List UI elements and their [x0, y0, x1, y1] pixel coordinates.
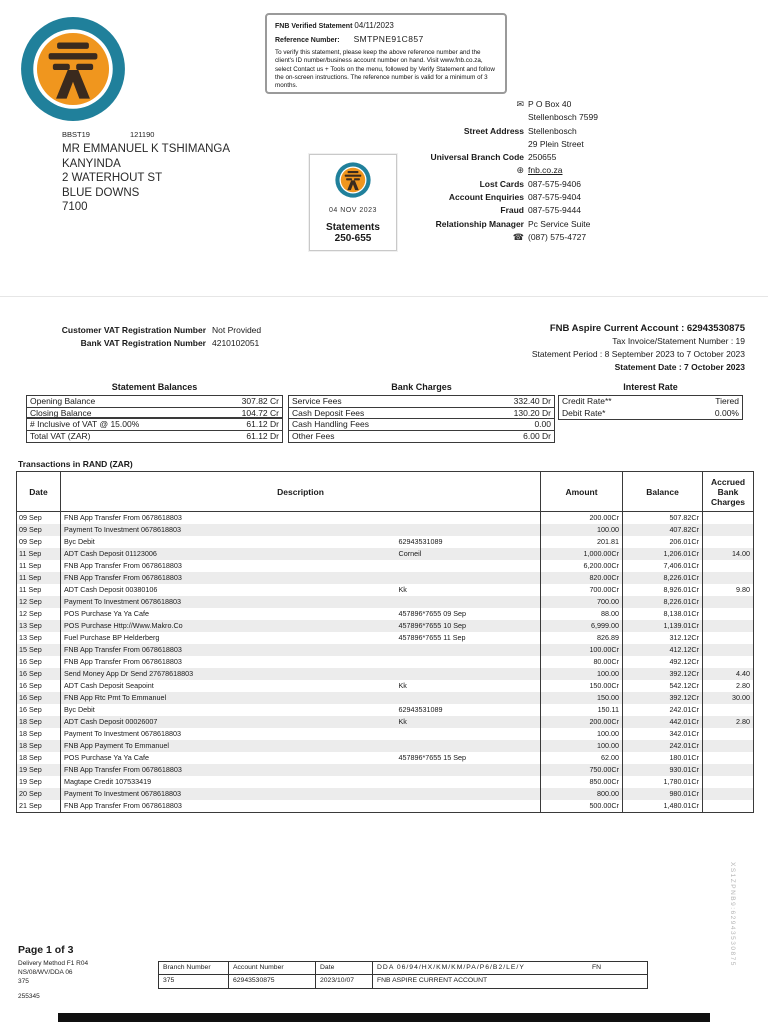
page-number: Page 1 of 3	[18, 944, 74, 956]
globe-icon	[516, 165, 524, 175]
tx-description: Send Money App Dr Send 27678618803	[64, 669, 194, 678]
tx-accrued-charges	[703, 644, 754, 656]
delivery-method: Delivery Method F1 R04	[18, 960, 89, 967]
account-enquiries-label: Account Enquiries	[448, 192, 524, 203]
table-row	[17, 656, 754, 668]
tx-amount: 750.00Cr	[541, 764, 623, 776]
tx-detail: 62943531089	[396, 704, 541, 716]
transactions-title: Transactions in RAND (ZAR)	[18, 459, 133, 469]
tx-description: FNB App Transfer From 0678618803	[64, 513, 182, 522]
table-row	[17, 716, 754, 728]
fraud-label: Fraud	[500, 205, 524, 216]
tx-accrued-charges: 14.00	[732, 549, 751, 558]
tx-balance: 1,780.01Cr	[623, 776, 703, 788]
tx-detail	[396, 668, 541, 680]
tx-amount: 700.00Cr	[541, 584, 623, 596]
tx-description: FNB App Transfer From 0678618803	[64, 573, 182, 582]
tx-amount: 200.00Cr	[541, 512, 623, 525]
tx-date: 19 Sep	[17, 776, 61, 788]
tx-amount: 100.00	[541, 740, 623, 752]
footer-date: 2023/10/07	[316, 975, 373, 988]
tx-date: 09 Sep	[17, 536, 61, 548]
delivery-method-block	[18, 959, 88, 986]
vat-inclusive-value: 61.12 Dr	[246, 419, 279, 429]
tx-detail: 457896*7655 09 Sep	[396, 608, 541, 620]
tx-amount: 62.00	[541, 752, 623, 764]
section-divider	[0, 296, 768, 297]
tx-balance: 492.12Cr	[623, 656, 703, 668]
total-vat-value: 61.12 Dr	[246, 430, 279, 441]
account-enquiries-row	[408, 191, 748, 204]
tx-balance: 242.01Cr	[623, 704, 703, 716]
tx-accrued-charges	[703, 740, 754, 752]
transactions-header-row	[17, 472, 754, 512]
tx-description: ADT Cash Deposit 00026007	[64, 717, 158, 726]
tx-date: 16 Sep	[17, 668, 61, 680]
tx-amount: 100.00	[541, 524, 623, 536]
col-accrued-bank-charges: Accrued Bank Charges	[703, 472, 754, 512]
bank-charges-table	[288, 395, 555, 443]
stamp-statements-label: Statements	[326, 222, 380, 233]
tx-detail: Kk	[396, 584, 541, 596]
tx-description: FNB App Transfer From 0678618803	[64, 657, 182, 666]
tx-detail	[396, 572, 541, 584]
fraud-row	[408, 204, 748, 217]
tx-description: Magtape Credit 107533419	[64, 777, 152, 786]
tx-accrued-charges: 9.80	[736, 585, 751, 594]
tx-detail: 62943531089	[396, 536, 541, 548]
tx-balance: 542.12Cr	[623, 680, 703, 692]
phone-number: (087) 575-4727	[528, 231, 587, 242]
table-row	[17, 764, 754, 776]
tx-date: 11 Sep	[17, 548, 61, 560]
po-box-value: P O Box 40	[528, 99, 572, 109]
tx-date: 18 Sep	[17, 716, 61, 728]
tx-amount: 201.81	[541, 536, 623, 548]
mail-code-right: 121190	[129, 130, 155, 139]
tx-amount: 80.00Cr	[541, 656, 623, 668]
other-fees-label: Other Fees	[292, 430, 335, 441]
tx-description: FNB App Transfer From 0678618803	[64, 765, 182, 774]
website-link[interactable]: fnb.co.za	[528, 165, 563, 176]
verified-date: 04/11/2023	[354, 21, 394, 30]
cash-deposit-fees-value: 130.20 Dr	[513, 407, 551, 418]
tx-balance: 392.12Cr	[623, 668, 703, 680]
tx-description: POS Purchase Http://Www.Makro.Co	[64, 621, 183, 630]
tx-detail	[396, 596, 541, 608]
tx-date: 16 Sep	[17, 680, 61, 692]
tx-description: Byc Debit	[64, 705, 95, 714]
bank-vat-value: 4210102051	[212, 337, 260, 348]
tx-balance: 442.01Cr	[623, 716, 703, 728]
tx-detail	[396, 692, 541, 704]
verified-instructions: To verify this statement, please keep the above reference number and the client's ID number/business account number on hand. Visit www.fnb.co.za, select Contact us + Tools on the menu, followed by Verify Statement and follow the on-screen instructions. The reference number is valid for a minimum of 3 months.	[275, 49, 495, 90]
tx-date: 21 Sep	[17, 800, 61, 813]
footer-account-number-header: Account Number	[229, 962, 316, 974]
table-row	[17, 596, 754, 608]
tx-detail	[396, 644, 541, 656]
tx-date: 15 Sep	[17, 644, 61, 656]
tx-accrued-charges: 2.80	[736, 681, 751, 690]
tx-accrued-charges	[703, 632, 754, 644]
tx-date: 19 Sep	[17, 764, 61, 776]
tx-balance: 180.01Cr	[623, 752, 703, 764]
tx-accrued-charges	[703, 572, 754, 584]
tx-detail	[396, 728, 541, 740]
tx-date: 09 Sep	[17, 512, 61, 525]
account-summary-block	[532, 322, 745, 374]
relationship-manager-row	[408, 218, 748, 231]
tx-date: 12 Sep	[17, 608, 61, 620]
interest-rate-title: Interest Rate	[623, 382, 678, 392]
tx-date: 11 Sep	[17, 560, 61, 572]
tx-balance: 8,926.01Cr	[623, 584, 703, 596]
tx-amount: 150.00Cr	[541, 680, 623, 692]
tx-date: 12 Sep	[17, 596, 61, 608]
phone-icon	[513, 232, 524, 242]
tx-accrued-charges	[703, 512, 754, 525]
tx-balance: 412.12Cr	[623, 644, 703, 656]
tx-balance: 8,226.01Cr	[623, 596, 703, 608]
vat-inclusive-label: # Inclusive of VAT @ 15.00%	[30, 419, 140, 429]
tx-accrued-charges	[703, 728, 754, 740]
tx-amount: 850.00Cr	[541, 776, 623, 788]
tx-balance: 392.12Cr	[623, 692, 703, 704]
tx-accrued-charges	[703, 656, 754, 668]
tx-description: FNB App Payment To Emmanuel	[64, 741, 169, 750]
tx-accrued-charges	[703, 776, 754, 788]
closing-balance-label: Closing Balance	[30, 407, 92, 418]
tx-detail	[396, 776, 541, 788]
bottom-black-bar	[58, 1013, 710, 1022]
tx-amount: 200.00Cr	[541, 716, 623, 728]
other-fees-value: 6.00 Dr	[523, 430, 551, 441]
delivery-code2: 375	[18, 978, 29, 985]
tx-accrued-charges: 4.40	[736, 669, 751, 678]
table-row	[17, 692, 754, 704]
tx-description: Byc Debit	[64, 537, 95, 546]
tx-description: Fuel Purchase BP Helderberg	[64, 633, 160, 642]
statement-balances-title: Statement Balances	[111, 382, 198, 392]
po-box-row	[408, 98, 748, 111]
street-address-line2: 29 Plein Street	[528, 138, 584, 149]
tx-accrued-charges	[703, 620, 754, 632]
tx-description: FNB App Transfer From 0678618803	[64, 801, 182, 810]
street-address-label: Street Address	[463, 125, 524, 136]
col-description: Description	[61, 472, 541, 512]
service-fees-label: Service Fees	[292, 396, 342, 406]
tx-detail	[396, 524, 541, 536]
fnb-tree-icon-small	[335, 162, 371, 198]
tx-balance: 980.01Cr	[623, 788, 703, 800]
recipient-name-line1: MR EMMANUEL K TSHIMANGA	[62, 143, 231, 155]
tx-detail	[396, 656, 541, 668]
lost-cards-number: 087-575-9406	[528, 178, 581, 189]
tx-balance: 342.01Cr	[623, 728, 703, 740]
footer-branch-number: 375	[159, 975, 229, 988]
table-row	[17, 704, 754, 716]
tx-detail: Kk	[396, 680, 541, 692]
footer-fn-label: FN	[591, 964, 601, 971]
table-row	[17, 584, 754, 596]
tx-detail	[396, 740, 541, 752]
tx-detail	[396, 512, 541, 525]
side-reference-code: XS1ZPNB9:62943530875	[729, 862, 736, 967]
tx-accrued-charges	[703, 596, 754, 608]
tx-date: 09 Sep	[17, 524, 61, 536]
customer-vat-label: Customer VAT Registration Number	[61, 325, 206, 335]
account-title: FNB Aspire Current Account : 62943530875	[549, 323, 745, 334]
bank-vat-label: Bank VAT Registration Number	[80, 337, 206, 348]
debit-rate-label: Debit Rate*	[562, 407, 606, 418]
fraud-number: 087-575-9444	[528, 205, 581, 216]
po-box-city: Stellenbosch 7599	[528, 112, 598, 123]
tx-balance: 507.82Cr	[623, 512, 703, 525]
tx-date: 16 Sep	[17, 704, 61, 716]
tx-description: ADT Cash Deposit 00380106	[64, 585, 158, 594]
tx-amount: 100.00	[541, 728, 623, 740]
footer-dda-code: DDA 06/94/HX/KM/KM/PA/P6/B2/LE/Y	[377, 964, 525, 971]
tx-amount: 6,999.00	[541, 620, 623, 632]
cash-deposit-fees-label: Cash Deposit Fees	[292, 407, 365, 418]
tx-amount: 700.00	[541, 596, 623, 608]
tx-amount: 500.00Cr	[541, 800, 623, 813]
tx-description: Payment To Investment 0678618803	[64, 597, 181, 606]
interest-rate-table	[558, 395, 743, 420]
total-vat-label: Total VAT (ZAR)	[30, 430, 91, 441]
bank-contact-block	[408, 98, 748, 244]
tx-amount: 826.89	[541, 632, 623, 644]
tx-description: FNB App Transfer From 0678618803	[64, 561, 182, 570]
tx-accrued-charges	[703, 524, 754, 536]
tx-amount: 820.00Cr	[541, 572, 623, 584]
table-row	[17, 680, 754, 692]
footer-date-header: Date	[316, 962, 373, 974]
tx-balance: 1,139.01Cr	[623, 620, 703, 632]
street-address-row	[408, 125, 748, 138]
tx-balance: 8,226.01Cr	[623, 572, 703, 584]
tx-date: 16 Sep	[17, 656, 61, 668]
tx-balance: 312.12Cr	[623, 632, 703, 644]
table-row	[17, 608, 754, 620]
table-row	[17, 728, 754, 740]
table-row	[17, 800, 754, 813]
tx-amount: 100.00	[541, 668, 623, 680]
document-code: 255345	[18, 993, 40, 1000]
tx-amount: 100.00Cr	[541, 644, 623, 656]
street-address-city: Stellenbosch	[528, 125, 577, 136]
transactions-table	[16, 471, 754, 813]
tx-accrued-charges	[703, 788, 754, 800]
statements-stamp	[309, 154, 397, 251]
table-row	[17, 740, 754, 752]
debit-rate-value: 0.00%	[714, 407, 739, 418]
tx-accrued-charges	[703, 764, 754, 776]
tx-date: 13 Sep	[17, 620, 61, 632]
tx-balance: 242.01Cr	[623, 740, 703, 752]
tx-date: 18 Sep	[17, 728, 61, 740]
tx-accrued-charges	[703, 560, 754, 572]
lost-cards-row	[408, 178, 748, 191]
table-row	[17, 512, 754, 525]
recipient-name-line2: KANYINDA	[62, 157, 121, 170]
tx-accrued-charges: 30.00	[732, 693, 751, 702]
tx-accrued-charges	[703, 704, 754, 716]
tx-detail	[396, 560, 541, 572]
col-date: Date	[17, 472, 61, 512]
footer-account-table	[158, 961, 648, 989]
credit-rate-label: Credit Rate**	[562, 396, 612, 406]
verified-title: FNB Verified Statement	[275, 23, 353, 30]
table-row	[17, 560, 754, 572]
cash-handling-fees-value: 0.00	[534, 419, 551, 429]
branch-code-label: Universal Branch Code	[430, 152, 524, 163]
mail-code-left: BBST19	[62, 130, 90, 139]
col-balance: Balance	[623, 472, 703, 512]
tx-detail: 457896*7655 15 Sep	[396, 752, 541, 764]
tx-date: 18 Sep	[17, 740, 61, 752]
tx-description: Payment To Investment 0678618803	[64, 789, 181, 798]
mail-icon	[516, 99, 524, 109]
tx-date: 11 Sep	[17, 584, 61, 596]
tx-amount: 6,200.00Cr	[541, 560, 623, 572]
fnb-tree-icon	[20, 16, 126, 122]
footer-account-name: FNB ASPIRE CURRENT ACCOUNT	[377, 977, 488, 984]
verified-statement-box	[265, 13, 507, 94]
tx-amount: 88.00	[541, 608, 623, 620]
tx-amount: 150.11	[541, 704, 623, 716]
account-enquiries-number: 087-575-9404	[528, 192, 581, 203]
table-row	[17, 620, 754, 632]
tx-accrued-charges	[703, 608, 754, 620]
table-row	[17, 668, 754, 680]
tx-description: Payment To Investment 0678618803	[64, 729, 181, 738]
tx-balance: 7,406.01Cr	[623, 560, 703, 572]
opening-balance-value: 307.82 Cr	[241, 396, 279, 406]
tx-amount: 150.00	[541, 692, 623, 704]
po-box-city-row	[408, 111, 748, 124]
tx-description: Payment To Investment 0678618803	[64, 525, 181, 534]
relationship-manager-label: Relationship Manager	[435, 218, 524, 229]
statement-period: Statement Period : 8 September 2023 to 7 October 2023	[531, 349, 745, 359]
recipient-address-block	[62, 130, 230, 215]
tx-detail	[396, 764, 541, 776]
closing-balance-value: 104.72 Cr	[241, 407, 279, 418]
tx-detail: Kk	[396, 716, 541, 728]
tx-amount: 800.00	[541, 788, 623, 800]
tx-date: 16 Sep	[17, 692, 61, 704]
tx-balance: 1,206.01Cr	[623, 548, 703, 560]
street-address-line2-row	[408, 138, 748, 151]
cash-handling-fees-label: Cash Handling Fees	[292, 419, 370, 429]
service-fees-value: 332.40 Dr	[513, 396, 551, 406]
tx-description: ADT Cash Deposit 01123006	[64, 549, 157, 558]
fnb-logo	[20, 16, 126, 122]
table-row	[17, 524, 754, 536]
tx-detail	[396, 800, 541, 813]
opening-balance-label: Opening Balance	[30, 396, 96, 406]
lost-cards-label: Lost Cards	[479, 178, 524, 189]
tx-amount: 1,000.00Cr	[541, 548, 623, 560]
credit-rate-value: Tiered	[715, 396, 739, 406]
tx-description: POS Purchase Ya Ya Cafe	[64, 753, 149, 762]
table-row	[17, 632, 754, 644]
tx-detail	[396, 788, 541, 800]
tx-balance: 206.01Cr	[623, 536, 703, 548]
tx-description: ADT Cash Deposit Seapoint	[64, 681, 154, 690]
footer-account-number: 62943530875	[229, 975, 316, 988]
vat-registration-block	[28, 324, 261, 349]
customer-vat-value: Not Provided	[212, 325, 262, 335]
reference-number-value: SMTPNE91C857	[353, 34, 424, 44]
tx-detail: Corneil	[396, 548, 541, 560]
table-row	[17, 788, 754, 800]
reference-number-label: Reference Number:	[275, 37, 340, 44]
relationship-manager-value: Pc Service Suite	[528, 218, 591, 229]
tx-balance: 407.82Cr	[623, 524, 703, 536]
table-row	[17, 548, 754, 560]
recipient-postal-code: 7100	[62, 201, 88, 213]
col-amount: Amount	[541, 472, 623, 512]
tx-balance: 930.01Cr	[623, 764, 703, 776]
tx-date: 13 Sep	[17, 632, 61, 644]
stamp-branch-code: 250-655	[334, 233, 372, 244]
tx-description: FNB App Transfer From 0678618803	[64, 645, 182, 654]
tx-accrued-charges: 2.80	[736, 717, 751, 726]
tx-description: POS Purchase Ya Ya Cafe	[64, 609, 149, 618]
tx-date: 11 Sep	[17, 572, 61, 584]
table-row	[17, 776, 754, 788]
phone-row	[408, 231, 748, 244]
tx-accrued-charges	[703, 800, 754, 813]
tx-balance: 8,138.01Cr	[623, 608, 703, 620]
tx-accrued-charges	[703, 536, 754, 548]
tx-balance: 1,480.01Cr	[623, 800, 703, 813]
tx-detail: 457896*7655 11 Sep	[396, 632, 541, 644]
tx-detail: 457896*7655 10 Sep	[396, 620, 541, 632]
footer-table-values	[159, 975, 647, 988]
statement-date: Statement Date : 7 October 2023	[614, 362, 745, 372]
bank-charges-title: Bank Charges	[391, 382, 452, 392]
statement-balances-table	[26, 395, 283, 443]
tx-accrued-charges	[703, 752, 754, 764]
recipient-street: 2 WATERHOUT ST	[62, 172, 163, 184]
table-row	[17, 572, 754, 584]
recipient-suburb: BLUE DOWNS	[62, 186, 140, 199]
tx-date: 20 Sep	[17, 788, 61, 800]
branch-code-value: 250655	[528, 152, 557, 163]
tx-date: 18 Sep	[17, 752, 61, 764]
footer-branch-number-header: Branch Number	[159, 962, 229, 974]
delivery-code1: NS/08/WV/DDA 06	[18, 969, 73, 976]
table-row	[17, 536, 754, 548]
website-row	[408, 164, 748, 177]
table-row	[17, 644, 754, 656]
table-row	[17, 752, 754, 764]
footer-table-header	[159, 962, 647, 975]
branch-code-row	[408, 151, 748, 164]
stamp-date: 04 NOV 2023	[329, 207, 377, 214]
statement-number: Tax Invoice/Statement Number : 19	[612, 336, 745, 346]
tx-description: FNB App Rtc Pmt To Emmanuel	[64, 693, 167, 702]
